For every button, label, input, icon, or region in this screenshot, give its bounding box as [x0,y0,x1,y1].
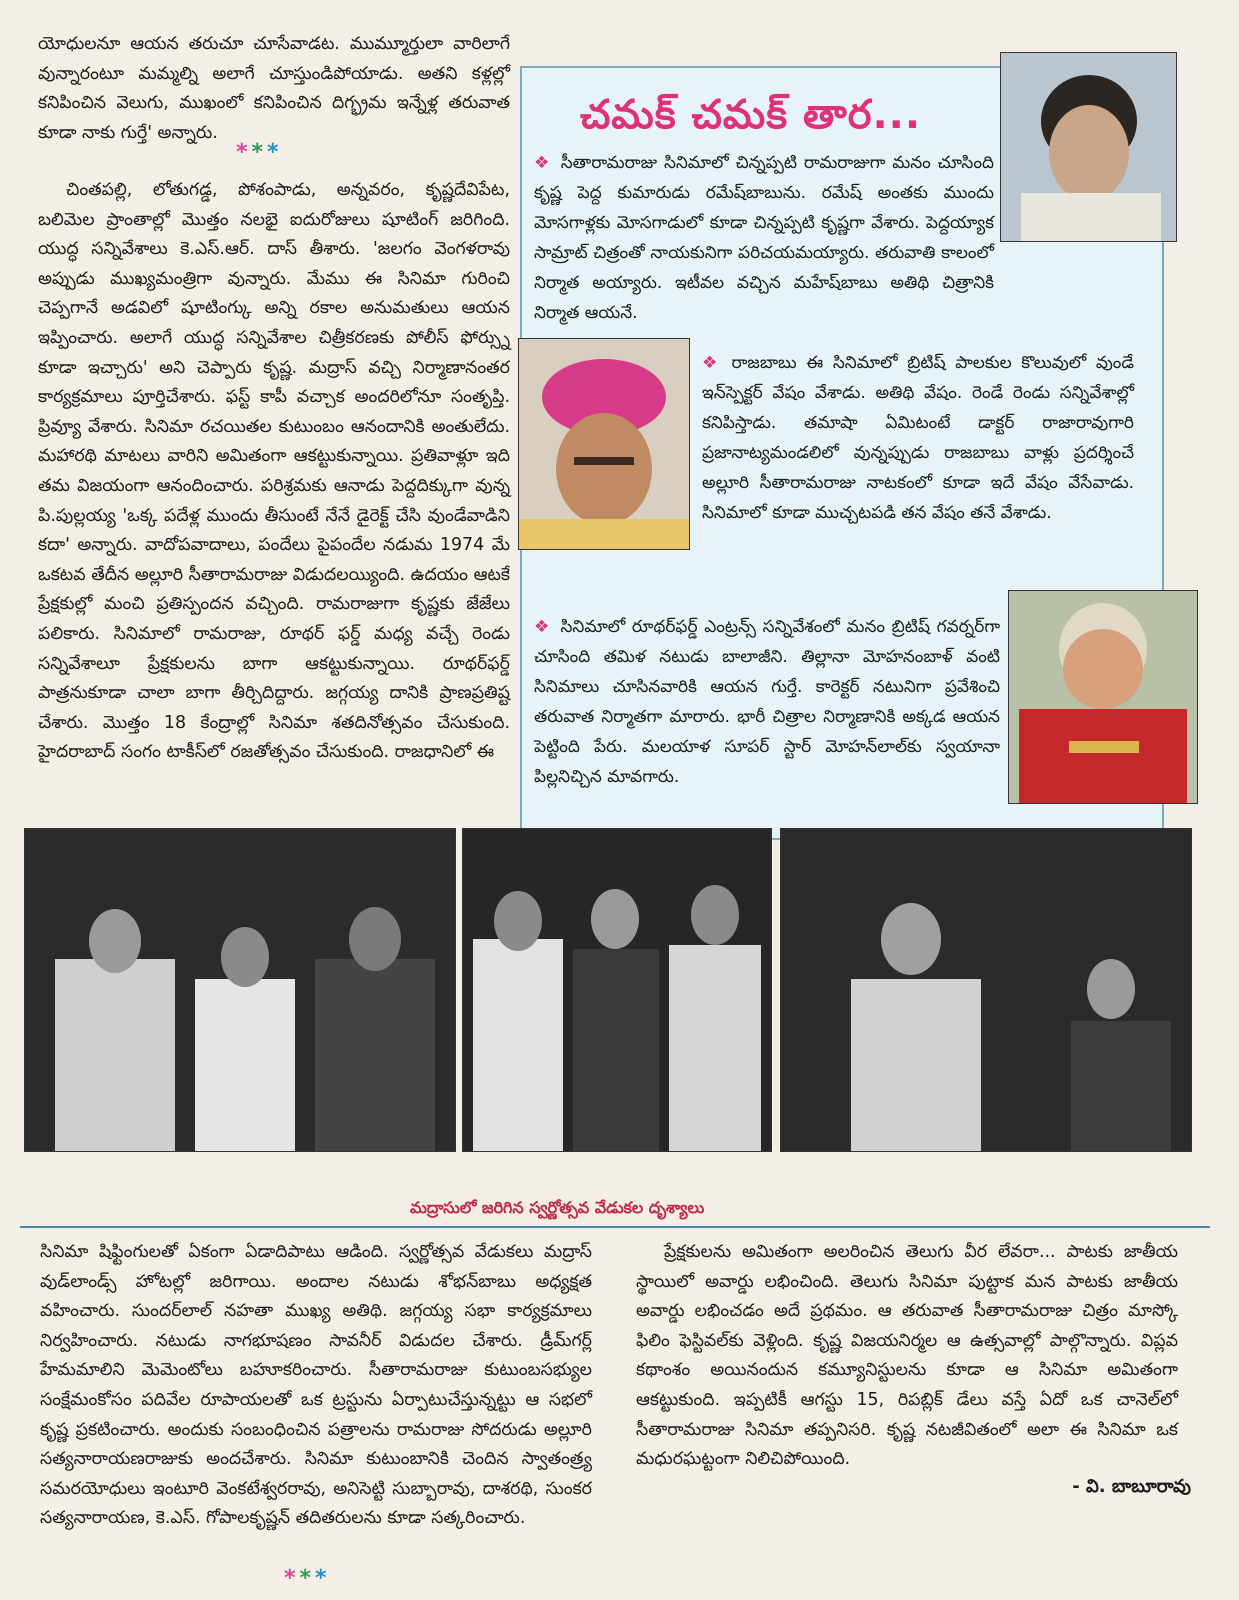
author-byline: - వి. బాబూరావు [1072,1476,1191,1497]
event-photo-3 [780,828,1192,1152]
photo-ramesh-babu [1000,52,1177,242]
trivia-item-3: ❖ సినిమాలో రూథర్‌ఫర్డ్ ఎంట్రన్స్ సన్నివేశంలో మనం బ్రిటిష్ గవర్నర్‌గా చూసింది తమిళ నటుడు బాలాజీని. తిల్లానా మోహనంబాళ్ వంటి సినిమాలు చూసినవారికి ఆయన గుర్తే. కారెక్టర్ నటునిగా ప్రవేశించి తరువాత నిర్మాతగా మారారు. భారీ చిత్రాల నిర్మాణానికి అక్కడ ఆయన పెట్టింది పేరు. మలయాళ సూపర్ స్టార్ మోహన్‌లాల్‌కు స్వయానా పిల్లనిచ్చిన మావగారు. [534,617,1000,787]
paragraph-award: ప్రేక్షకులను అమితంగా అలరించిన తెలుగు వీర లేవరా... పాటకు జాతీయ స్థాయిలో అవార్డు లభించింది. తెలుగు సినిమా పుట్టాక మన పాటకు జాతీయ అవార్డు లభించడం అదే ప్రథమం. ఆ తరువాత సీతారామరాజు చిత్రం మాస్కో ఫిలిం ఫెస్టివల్‌కు వెళ్లింది. కృష్ణ విజయనిర్మల ఆ ఉత్సవాల్లో పాల్గొన్నారు. విప్లవ కథాంశం అయినందున కమ్యూనిస్టులను కూడా ఆ సినిమా అమితంగా ఆకట్టుకుంది. ఇప్పటికీ ఆగస్టు 15, రిపబ్లిక్ డేలు వస్తే ఏదో ఒక చానెల్‌లో సీతారామరాజు సినిమా తప్పనిసరి. కృష్ణ నటజీవితంలో అలా ఈ సినిమా ఒక మధురఘట్టంగా నిలిచిపోయింది. [636,1242,1178,1470]
bullet-icon: ❖ [534,153,551,173]
event-photo-2 [462,828,772,1152]
trivia-title: చమక్ చమక్ తార... [580,92,922,138]
photo-balaji [1008,590,1198,804]
left-column-top [38,30,510,148]
bullet-icon: ❖ [702,353,722,373]
photo-caption: మద్రాసులో జరిగిన స్వర్ణోత్సవ వేడుకల దృశ్యాలు [410,1198,705,1217]
event-photo-2-image [463,829,771,1151]
boy-portrait-image [1001,53,1176,241]
bottom-right-column [636,1238,1178,1475]
section-stars: *** [236,140,283,165]
end-stars: *** [284,1566,331,1591]
bullet-icon: ❖ [534,617,551,637]
event-photo-1-image [25,829,455,1151]
trivia-item-1: ❖ సీతారామరాజు సినిమాలో చిన్నప్పటి రామరాజుగా మనం చూసింది కృష్ణ పెద్ద కుమారుడు రమేష్‌బాబును. రమేష్ అంతకు ముందు మోసగాళ్లకు మోసగాడులో కూడా చిన్నప్పటి కృష్ణగా వేశారు. పెద్దయ్యాక సామ్రాట్ చిత్రంతో నాయకునిగా పరిచయమయ్యారు. తరువాతి కాలంలో నిర్మాత అయ్యారు. ఇటీవల వచ్చిన మహేష్‌బాబు అతిథి చిత్రానికి నిర్మాత ఆయనే. [534,153,994,323]
left-column-main [38,176,510,768]
rajababu-portrait-image [519,339,689,549]
photo-rajababu [518,338,690,550]
caption-rule [20,1226,1210,1228]
event-photo-3-image [781,829,1191,1151]
paragraph-intro-end: యోధులనూ ఆయన తరుచూ చూసేవాడట. ముమ్మూర్తులా వారిలాగే వున్నారంటూ మమ్మల్ని అలాగే చూస్తుండిపోయాడు. అతని కళ్లల్లో కనిపించిన వెలుగు, ముఖంలో కనిపించిన దిగ్భ్రమ ఇన్నేళ్ల తరువాత కూడా నాకు గుర్తే' అన్నారు. [38,34,510,143]
bottom-left-column [40,1238,592,1534]
trivia-item-2: ❖ రాజబాబు ఈ సినిమాలో బ్రిటిష్ పాలకుల కొలువులో వుండే ఇన్‌స్పెక్టర్ వేషం వేశాడు. అతిథి వేషం. రెండే రెండు సన్నివేశాల్లో కనిపిస్తాడు. తమాషా ఏమిటంటే డాక్టర్ రాజారావుగారి ప్రజానాట్యమండలిలో వున్నప్పుడు రాజబాబు వాళ్లు ప్రదర్శించే అల్లూరి సీతారామరాజు నాటకంలో కూడా ఇదే వేషం వేసేవాడు. సినిమాలో కూడా ముచ్చటపడి తన వేషం తనే వేశాడు. [702,353,1134,523]
paragraph-shooting: చింతపల్లి, లోతుగడ్డ, పోశంపాడు, అన్నవరం, కృష్ణదేవిపేట, బలిమెల ప్రాంతాల్లో మొత్తం నలభై ఐదురోజులు షూటింగ్ జరిగింది. యుద్ధ సన్నివేశాలు కె.ఎస్.ఆర్. దాస్ తీశారు. 'జలగం వెంగళరావు అప్పుడు ముఖ్యమంత్రిగా వున్నారు. మేము ఈ సినిమా గురించి చెప్పగానే అడవిలో షూటింగ్కు అన్ని రకాల అనుమతులు ఆయన ఇప్పించారు. అలాగే యుద్ధ సన్నివేశాల చిత్రీకరణకు పోలీస్ ఫోర్స్ను కూడా ఇచ్చారు' అని చెప్పారు కృష్ణ. మద్రాస్ వచ్చి నిర్మాణానంతర కార్యక్రమాలు పూర్తిచేశారు. ఫస్ట్ కాపీ వచ్చాక అందరిలోనూ సంతృప్తి. ప్రివ్యూ వేశారు. సినిమా రచయితల కుటుంబం ఆనందానికి అంతులేదు. మహారథి మాటలు వారిని అమితంగా ఆకట్టుకున్నాయి. ప్రతివాళ్లూ ఇది తమ విజయంగా ఆనందించారు. పరిశ్రమకు ఆనాడు పెద్దదిక్కుగా వున్న పి.పుల్లయ్య 'ఒక్క పదేళ్ల ముందు తీసుంటే నేనే డైరెక్ట్ చేసి వుండేవాడిని కదా' అన్నారు. వాదోపవాదాలు, పందేలు పైపందేల నడుమ 1974 మే ఒకటవ తేదీన అల్లూరి సీతారామరాజు విడుదలయ్యింది. ఉదయం ఆటకే ప్రేక్షకుల్లో మంచి ప్రతిస్పందన వచ్చింది. రామరాజుగా కృష్ణకు జేజేలు పలికారు. సినిమాలో రామరాజు, రూథర్ ఫర్డ్ మధ్య వచ్చే రెండు సన్నివేశాలూ ప్రేక్షకులను బాగా ఆకట్టుకున్నాయి. రూథర్‌ఫర్డ్ పాత్రనుకూడా చాలా బాగా తీర్చిదిద్దారు. జగ్గయ్య దానికి ప్రాణప్రతిష్ట చేశారు. మొత్తం 18 కేంద్రాల్లో సినిమా శతదినోత్సవం చేసుకుంది. హైదరాబాద్ సంగం టాకీస్‌లో రజతోత్సవం చేసుకుంది. రాజధానిలో ఈ [38,180,510,763]
paragraph-celebrations: సినిమా షిఫ్టింగులతో ఏకంగా ఏడాదిపాటు ఆడింది. స్వర్ణోత్సవ వేడుకలు మద్రాస్ వుడ్‌లాండ్స్ హోటల్లో జరిగాయి. అందాల నటుడు శోభన్‌బాబు అధ్యక్షత వహించారు. సుందర్‌లాల్ నహతా ముఖ్య అతిథి. జగ్గయ్య సభా కార్యక్రమాలు నిర్వహించారు. నటుడు నాగభూషణం సావనీర్ విడుదల చేశారు. డ్రీమ్‌గర్ల్ హేమమాలిని మెమెంటోలు బహూకరించారు. సీతారామరాజు కుటుంబసభ్యుల సంక్షేమంకోసం పదివేల రూపాయలతో ఒక ట్రస్టును ఏర్పాటుచేస్తున్నట్టు ఆ సభలో కృష్ణ ప్రకటించారు. అందుకు సంబంధించిన పత్రాలను రామరాజు సోదరుడు అల్లూరి సత్యనారాయణరాజుకు అందచేశారు. సినిమా కుటుంబానికి చెందిన స్వాతంత్ర్య సమరయోధులు ఇంటూరి వెంకటేశ్వరరావు, అనిసెట్టి సుబ్బారావు, దాశరథి, సుంకర సత్యనారాయణ, కె.ఎస్. గోపాలకృష్ణన్ తదితరులను కూడా సత్కరించారు. [40,1242,592,1529]
balaji-portrait-image [1009,591,1197,803]
event-photo-1 [24,828,456,1152]
